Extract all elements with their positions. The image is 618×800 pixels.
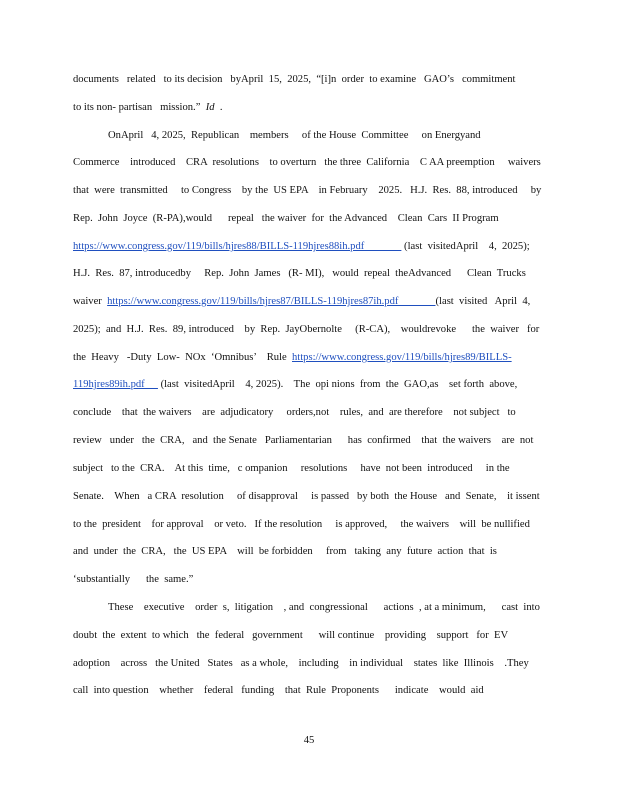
- text-line: [73, 378, 533, 392]
- text-run: to its non- partisan mission.”: [73, 102, 206, 113]
- text-run: subject to the CRA. At this time, c ompanion resolutions have not been introduced in the: [73, 463, 510, 474]
- text-line: [73, 184, 542, 198]
- text-run: to the president for approval or veto. If the resolution is approved, the waivers will be nullified: [73, 519, 530, 530]
- text-run: adoption across the United States as a whole, including in individual states like Illinois .They: [73, 658, 529, 669]
- text-line: [73, 573, 533, 587]
- text-run: ‘substantially the same.”: [73, 574, 194, 585]
- text-line: [73, 462, 533, 476]
- text-line: [73, 545, 533, 559]
- text-line: [73, 295, 533, 309]
- text-line: [73, 406, 533, 420]
- citation-id: Id: [205, 102, 215, 113]
- text-line: [73, 351, 533, 365]
- congress-bill-link[interactable]: https://www.congress.gov/119/bills/hjres88/BILLS-119hjres88ih.pdf: [73, 241, 402, 252]
- text-run: 2025); and H.J. Res. 89, introduced by Rep. JayObernolte (R-CA), wouldrevoke the waiver for: [73, 324, 540, 335]
- text-run: (last visitedApril 4, 2025). The opi nions from the GAO,as set forth above,: [157, 379, 518, 390]
- text-run: (last visited April 4,: [435, 296, 531, 307]
- text-run: doubt the extent to which the federal government will continue providing support for EV: [73, 630, 509, 641]
- text-run: (last visitedApril 4, 2025);: [401, 241, 530, 252]
- text-line: [108, 601, 568, 615]
- text-run: waiver: [73, 296, 108, 307]
- text-run: .: [214, 102, 223, 113]
- text-line: [73, 212, 533, 226]
- text-run: the Heavy -Duty Low- NOx ‘Omnibus’ Rule: [73, 352, 292, 363]
- congress-bill-link[interactable]: https://www.congress.gov/119/bills/hjres89/BILLS-: [292, 352, 512, 363]
- text-run: Senate. When a CRA resolution of disapproval is passed by both the House and Senate, it issent: [73, 491, 540, 502]
- text-line: [73, 101, 533, 115]
- congress-bill-link[interactable]: 119hjres89ih.pdf: [73, 379, 158, 390]
- text-run: Commerce introduced CRA resolutions to overturn the three California C AA preemption waivers: [73, 157, 541, 168]
- page-number: 45: [303, 735, 315, 746]
- text-run: review under the CRA, and the Senate Parliamentarian has confirmed that the waivers are not: [73, 435, 534, 446]
- text-line: [73, 657, 533, 671]
- text-line: [73, 323, 540, 337]
- text-line: [73, 73, 533, 87]
- text-line: [73, 267, 533, 281]
- text-line: [73, 684, 533, 698]
- text-line: [73, 240, 533, 254]
- text-run: that were transmitted to Congress by the US EPA in February 2025. H.J. Res. 88, introduced by: [73, 185, 542, 196]
- text-line: [73, 518, 533, 532]
- text-run: H.J. Res. 87, introducedby Rep. John James (R- MI), would repeal theAdvanced Clean Trucks: [73, 268, 526, 279]
- text-line: [73, 156, 541, 170]
- text-run: conclude that the waivers are adjudicatory orders,not rules, and are therefore not subject to: [73, 407, 516, 418]
- text-run: These executive order s, litigation , and congressional actions , at a minimum, cast into: [108, 602, 540, 613]
- text-line: [73, 490, 540, 504]
- text-run: Rep. John Joyce (R-PA),would repeal the waiver for the Advanced Clean Cars II Program: [73, 213, 499, 224]
- text-line: [73, 434, 533, 448]
- text-run: OnApril 4, 2025, Republican members of the House Committee on Energyand: [108, 130, 481, 141]
- text-line: [108, 129, 568, 143]
- text-run: call into question whether federal funding that Rule Proponents indicate would aid: [73, 685, 484, 696]
- text-run: documents related to its decision byApril 15, 2025, “[i]n order to examine GAO’s commitment: [73, 74, 516, 85]
- congress-bill-link[interactable]: https://www.congress.gov/119/bills/hjres87/BILLS-119hjres87ih.pdf: [107, 296, 436, 307]
- text-line: [73, 629, 533, 643]
- text-run: and under the CRA, the US EPA will be forbidden from taking any future action that is: [73, 546, 497, 557]
